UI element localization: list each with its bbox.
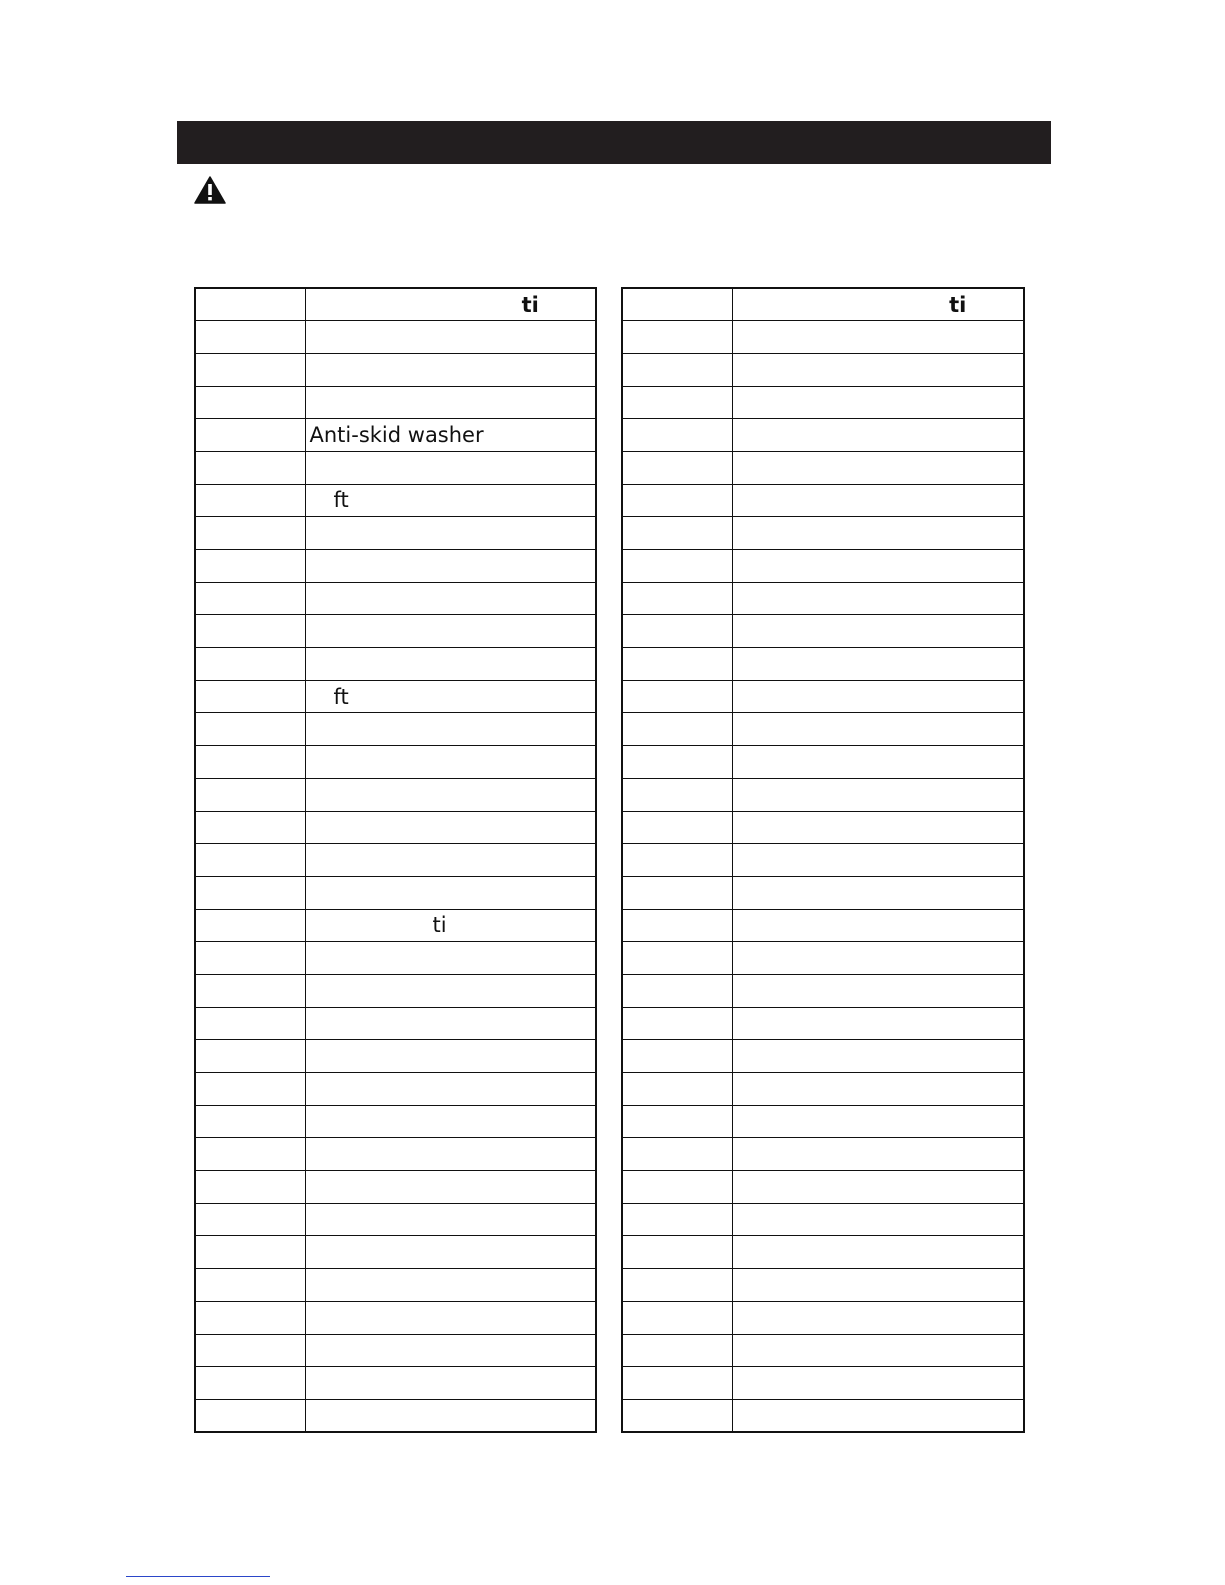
table-row [622,550,1024,583]
column-header-no [195,288,305,321]
table-row [195,1301,596,1334]
table-row [622,778,1024,811]
table-row [622,1171,1024,1204]
table-row [195,615,596,648]
table-row [195,1040,596,1073]
table-row [622,353,1024,386]
table-row [195,713,596,746]
table-row [195,484,596,517]
table-header-row [195,288,596,321]
table-row [622,648,1024,681]
table-row [195,1007,596,1040]
table-row [622,386,1024,419]
table-row [195,1236,596,1269]
table-header-row [622,288,1024,321]
table-row [195,648,596,681]
table-row [622,582,1024,615]
table-row [622,811,1024,844]
table-row [195,844,596,877]
table-row [622,1203,1024,1236]
table-row [622,484,1024,517]
table-row [195,680,596,713]
table-row [622,615,1024,648]
section-header-bar [177,121,1051,164]
table-row [195,419,596,452]
table-row [622,1269,1024,1302]
table-row [195,517,596,550]
part-description: ti [432,913,447,938]
table-row [195,811,596,844]
warning-triangle-icon [194,176,226,204]
table-row [195,1203,596,1236]
column-header-description: ti [305,288,596,321]
table-row [622,974,1024,1007]
table-row [622,713,1024,746]
table-row [622,451,1024,484]
parts-table-left [194,287,597,1433]
table-row [622,1236,1024,1269]
table-row [622,746,1024,779]
table-row [195,778,596,811]
table-row [195,321,596,354]
table-row [195,1171,596,1204]
parts-table-right [621,287,1025,1433]
column-header-no [622,288,732,321]
table-row [622,1399,1024,1432]
table-row [195,1334,596,1367]
table-row [622,1334,1024,1367]
table-row [622,1007,1024,1040]
table-row [622,1105,1024,1138]
table-row [622,1138,1024,1171]
table-row [622,1367,1024,1400]
table-row [195,550,596,583]
table-row [622,876,1024,909]
table-row [195,1269,596,1302]
table-row [195,582,596,615]
table-row [195,974,596,1007]
table-row [195,876,596,909]
column-header-description: ti [732,288,1024,321]
table-row [622,1040,1024,1073]
table-row [195,1073,596,1106]
table-row [622,680,1024,713]
table-row [622,1301,1024,1334]
table-row [195,451,596,484]
table-row [195,746,596,779]
table-row [195,1399,596,1432]
table-row [195,1367,596,1400]
table-row [622,909,1024,942]
table-row [195,353,596,386]
table-row [622,419,1024,452]
table-row [195,942,596,975]
footer-link-underline[interactable] [126,1576,270,1577]
table-row [195,1138,596,1171]
table-row [195,1105,596,1138]
part-description: ft [333,488,349,513]
table-row [195,386,596,419]
part-description: ft [333,684,349,709]
table-row [622,942,1024,975]
table-row [622,1073,1024,1106]
part-description: Anti-skid washer [309,423,484,448]
table-row [195,909,596,942]
table-row [622,517,1024,550]
table-row [622,321,1024,354]
table-row [622,844,1024,877]
